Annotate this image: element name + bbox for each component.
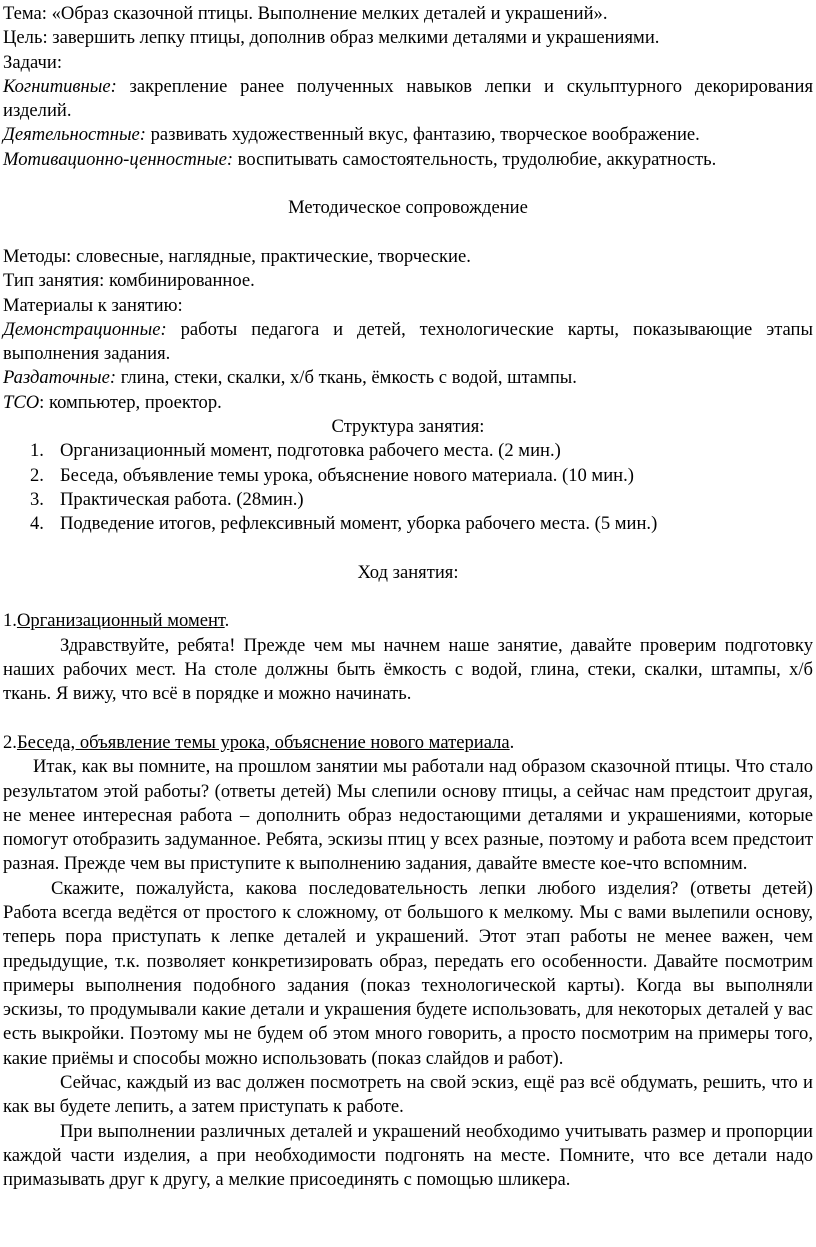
lesson-goal: Цель: завершить лепку птицы, дополнив образ мелкими деталями и украшениями.: [3, 27, 660, 49]
section-number: 2.: [3, 731, 17, 753]
materials-tso: [3, 391, 813, 415]
section-2-paragraph: При выполнении различных деталей и украшений необходимо учитывать размер и пропорции каждой части изделия, а при необходимости подгонять на месте. Помните, что все детали надо примазывать друг к другу, а мелкие присоединять с помощью шликера.: [3, 1120, 813, 1191]
spacer: [3, 172, 813, 196]
tso-text: : компьютер, проектор.: [39, 391, 222, 413]
task-label: Деятельностные:: [3, 124, 146, 146]
demo-text: работы педагога и детей, технологические карты, показывающие этапы выполнения задания.: [3, 318, 813, 365]
list-item-text: Организационный момент, подготовка рабочего места. (2 мин.): [60, 440, 561, 462]
spacer: [3, 221, 813, 245]
lesson-topic: Тема: «Образ сказочной птицы. Выполнение мелких деталей и украшений».: [3, 3, 608, 24]
task-text: развивать художественный вкус, фантазию, творческое воображение.: [145, 124, 700, 146]
section-2-paragraph: Итак, как вы помните, на прошлом занятии мы работали над образом сказочной птицы. Что стало результатом этой работы? (ответы детей) Мы слепили основу птицы, а сейчас нам предстоит другая, не менее интересная работа – дополнить образ недостающими деталями и украшениями, которые помогут отобразить задуманное. Ребята, эскизы птиц у всех разные, поэтому и работа всем предстоит разная. Прежде чем вы приступите к выполнению задания, давайте вместе кое-что вспомним.: [3, 756, 813, 875]
section-title-end: .: [509, 731, 515, 753]
list-item: [3, 488, 813, 512]
task-cognitive: [3, 75, 813, 124]
task-motivational: [3, 148, 813, 172]
section-1-paragraph: Здравствуйте, ребята! Прежде чем мы начнем наше занятие, давайте проверим подготовку наших рабочих мест. На столе должны быть ёмкость с водой, глина, стеки, скалки, штампы, х/б ткань. Я вижу, что всё в порядке и можно начинать.: [3, 634, 813, 705]
section-2-paragraph: Скажите, пожалуйста, какова последовательность лепки любого изделия? (ответы детей) Работа всегда ведётся от простого к сложному, от большого к мелкому. Мы с вами вылепили основу, теперь пора приступать к лепке деталей и украшений. Этот этап работы не менее важен, чем предыдущие, т.к. позволяет конкретизировать образ, передать его особенности. Давайте посмотрим примеры выполнения подобного задания (показ технологической карты). Когда вы выполняли эскизы, то продумывали какие детали и украшения будете использовать, для некоторых деталей у вас есть выкройки. Поэтому мы не будем об этом много говорить, а просто посмотрим на примеры того, какие приёмы и способы можно использовать (показ слайдов и работ).: [3, 877, 813, 1069]
section-title: Организационный момент: [16, 610, 225, 632]
methodical-heading: Методическое сопровождение: [288, 197, 528, 219]
task-activity: [3, 123, 813, 147]
handout-label: Раздаточные:: [3, 367, 117, 389]
list-item-text: Подведение итогов, рефлексивный момент, уборка рабочего места. (5 мин.): [60, 513, 658, 535]
structure-heading: Структура занятия:: [331, 416, 485, 438]
section-title-end: .: [224, 610, 230, 632]
section-2-title: [3, 731, 813, 755]
materials-handout: [3, 366, 813, 390]
list-item: [3, 512, 813, 536]
list-item-number: 3.: [30, 488, 44, 510]
section-title: Беседа, объявление темы урока, объяснение нового материала: [16, 731, 510, 753]
list-item-number: 1.: [30, 440, 44, 462]
list-item-number: 2.: [30, 464, 44, 486]
task-label: Мотивационно-ценностные:: [3, 148, 234, 170]
structure-list: [3, 439, 813, 536]
spacer: [3, 537, 813, 561]
lesson-type-line: Тип занятия: комбинированное.: [3, 270, 255, 292]
list-item: [3, 439, 813, 463]
task-text: закрепление ранее полученных навыков лепки и скульптурного декорирования изделий.: [3, 75, 813, 122]
task-text: воспитывать самостоятельность, трудолюбие, аккуратность.: [233, 148, 717, 170]
section-2-paragraph: Сейчас, каждый из вас должен посмотреть на свой эскиз, ещё раз всё обдумать, решить, что и как вы будете лепить, а затем приступать к работе.: [3, 1072, 813, 1118]
demo-label: Демонстрационные:: [3, 318, 167, 340]
course-heading: Ход занятия:: [357, 561, 459, 583]
spacer: [3, 707, 813, 731]
section-1-title: [3, 609, 813, 633]
list-item-text: Практическая работа. (28мин.): [60, 488, 304, 510]
methods-line: Методы: словесные, наглядные, практические, творческие.: [3, 245, 471, 267]
tso-label: ТСО: [3, 391, 40, 413]
list-item-text: Беседа, объявление темы урока, объяснение нового материала. (10 мин.): [60, 464, 634, 486]
tasks-label: Задачи:: [3, 51, 63, 73]
spacer: [3, 585, 813, 609]
list-item-number: 4.: [30, 513, 44, 535]
materials-label: Материалы к занятию:: [3, 294, 183, 316]
section-number: 1.: [3, 610, 17, 632]
materials-demo: [3, 318, 813, 367]
list-item: [3, 464, 813, 488]
handout-text: глина, стеки, скалки, х/б ткань, ёмкость с водой, штампы.: [116, 367, 577, 389]
task-label: Когнитивные:: [3, 75, 117, 97]
